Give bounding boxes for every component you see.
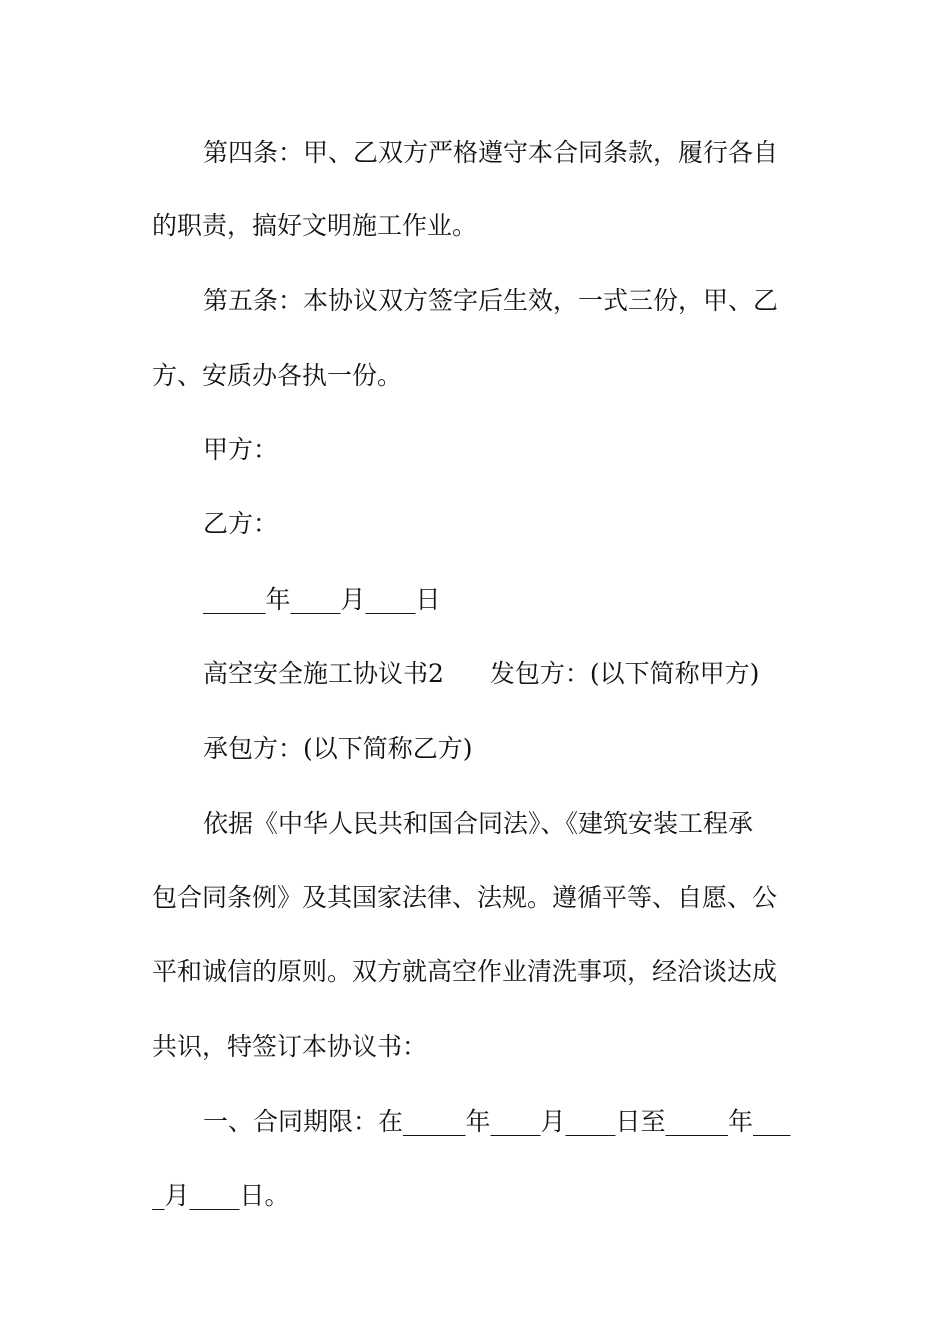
basis-line-2: 包合同条例》及其国家法律、法规。遵循平等、自愿、公 <box>152 883 778 912</box>
party-b-signature: 乙方： <box>203 509 279 538</box>
contract-term-line-2: _月____日。 <box>152 1181 290 1210</box>
basis-line-4: 共识，特签订本协议书： <box>152 1032 428 1061</box>
basis-line-3: 平和诚信的原则。双方就高空作业清洗事项，经洽谈达成 <box>152 957 778 986</box>
clause-four-line-2: 的职责，搞好文明施工作业。 <box>152 211 478 240</box>
basis-line-1: 依据《中华人民共和国合同法》、《建筑安装工程承 <box>203 809 754 838</box>
clause-four-line-1: 第四条：甲、乙双方严格遵守本合同条款，履行各自 <box>203 138 779 167</box>
signature-date: _____年____月____日 <box>203 585 441 614</box>
clause-five-line-1: 第五条：本协议双方签字后生效，一式三份，甲、乙 <box>203 286 779 315</box>
subcontractor-party-b: 承包方：(以下简称乙方) <box>203 734 473 763</box>
clause-five-line-2: 方、安质办各执一份。 <box>152 361 403 390</box>
contractor-party-a: 发包方：(以下简称甲方) <box>489 659 760 688</box>
contract-term-line-1: 一、合同期限：在_____年____月____日至_____年___ <box>203 1107 791 1136</box>
agreement-title-line <box>203 658 759 690</box>
party-a-signature: 甲方： <box>203 435 279 464</box>
agreement-title: 高空安全施工协议书2 <box>203 659 444 688</box>
